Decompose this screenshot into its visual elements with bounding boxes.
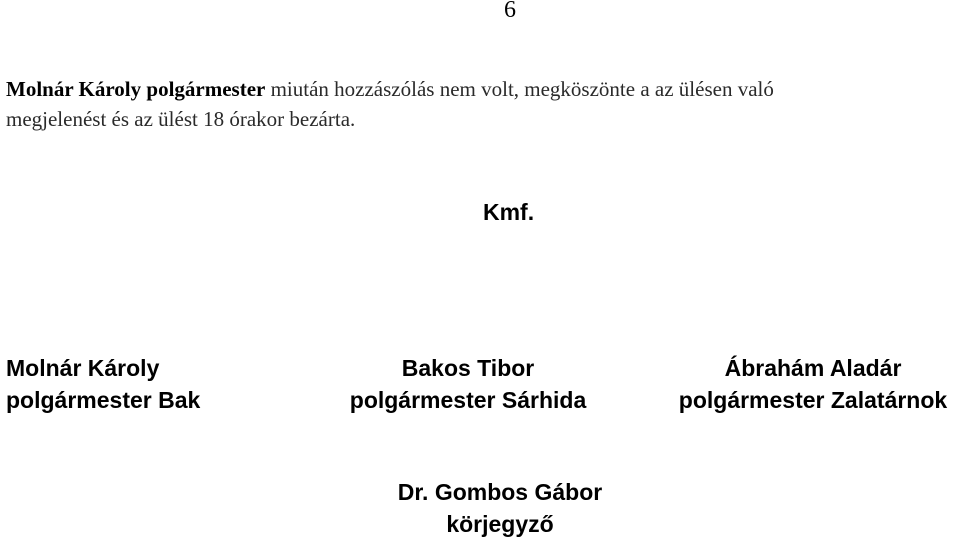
signature-block-bak	[6, 352, 200, 416]
signatory-name: Dr. Gombos Gábor	[397, 479, 603, 505]
signature-block-korjegyzo	[350, 476, 650, 540]
signature-block-sarhida	[318, 352, 618, 416]
signatory-title: polgármester Sárhida	[349, 387, 587, 413]
paragraph-line2-text: megjelenést és az ülést 18 órakor bezárta.	[6, 107, 356, 131]
signatory-title: polgármester Zalatárnok	[678, 387, 948, 413]
kmf-label: Kmf.	[483, 199, 535, 225]
chair-name: Molnár Károly polgármester	[6, 77, 266, 101]
paragraph-line1-text: miután hozzászólás nem volt, megköszönte a az ülésen való	[265, 77, 774, 101]
signatory-title: polgármester Bak	[6, 387, 201, 413]
signatory-name: Ábrahám Aladár	[724, 355, 902, 381]
signature-block-zalatarnok	[668, 352, 958, 416]
signatory-name: Bakos Tibor	[401, 355, 535, 381]
signatory-title: körjegyző	[446, 511, 554, 537]
page-number: 6	[504, 0, 516, 23]
signatory-name: Molnár Károly	[6, 355, 160, 381]
closing-paragraph	[6, 74, 956, 134]
